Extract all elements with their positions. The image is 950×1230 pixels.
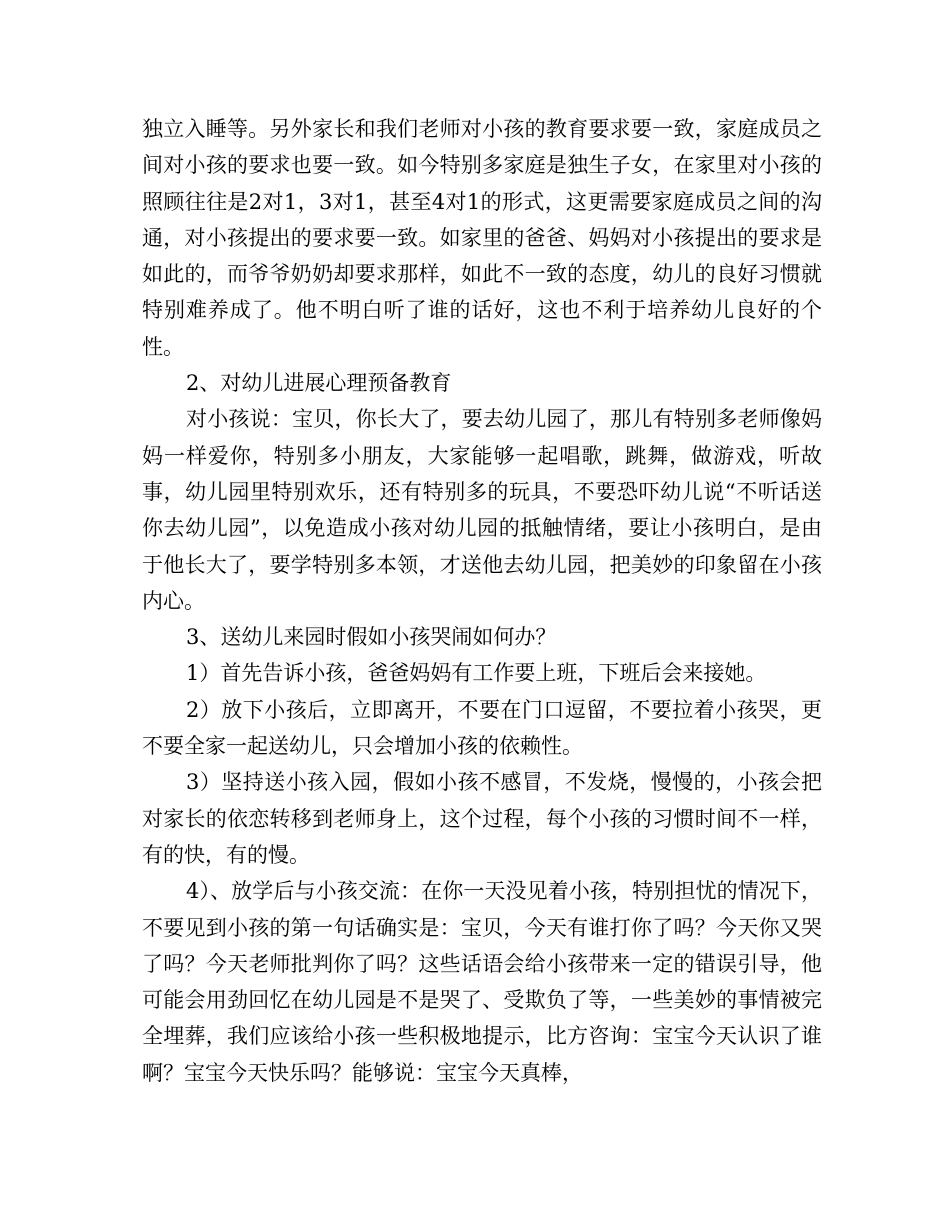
list-item-2: 2）放下小孩后，立即离开，不要在门口逗留，不要拉着小孩哭，更不要全家一起送幼儿，只会增加小孩的依赖性。 bbox=[142, 697, 822, 759]
document-body bbox=[142, 111, 822, 1091]
paragraph-1: 独立入睡等。另外家长和我们老师对小孩的教育要求要一致，家庭成员之间对小孩的要求也要一致。如今特别多家庭是独生子女，在家里对小孩的照顾往往是2对1，3对1，甚至4对1的形式，这更需要家庭成员之间的沟通，对小孩提出的要求要一致。如家里的爸爸、妈妈对小孩提出的要求是如此的，而爷爷奶奶却要求那样，如此不一致的态度，幼儿的良好习惯就特别难养成了。他不明白听了谁的话好，这也不利于培养幼儿良好的个性。 bbox=[142, 117, 822, 359]
list-item-4: 4）、放学后与小孩交流：在你一天没见着小孩，特别担忧的情况下，不要见到小孩的第一句话确实是：宝贝，今天有谁打你了吗？今天你又哭了吗？今天老师批判你了吗？这些话语会给小孩带来一定的错误引导，他可能会用劲回忆在幼儿园是不是哭了、受欺负了等，一些美妙的事情被完全埋葬，我们应该给小孩一些积极地提示，比方咨询：宝宝今天认识了谁啊？宝宝今天快乐吗？能够说：宝宝今天真棒， bbox=[142, 879, 822, 1085]
paragraph-3: 对小孩说：宝贝，你长大了，要去幼儿园了，那儿有特别多老师像妈妈一样爱你，特别多小朋友，大家能够一起唱歌，跳舞，做游戏，听故事，幼儿园里特别欢乐，还有特别多的玩具，不要恐吓幼儿说“不听话送你去幼儿园”，以免造成小孩对幼儿园的抵触情绪，要让小孩明白，是由于他长大了，要学特别多本领，才送他去幼儿园，把美妙的印象留在小孩内心。 bbox=[142, 407, 822, 613]
list-item-3: 3）坚持送小孩入园，假如小孩不感冒，不发烧，慢慢的，小孩会把对家长的依恋转移到老师身上，这个过程，每个小孩的习惯时间不一样，有的快，有的慢。 bbox=[142, 770, 822, 867]
section-heading-2: 2、对幼儿进展心理预备教育 bbox=[186, 371, 452, 396]
list-item-1: 1）首先告诉小孩，爸爸妈妈有工作要上班，下班后会来接她。 bbox=[186, 661, 767, 686]
section-heading-3: 3、送幼儿来园时假如小孩哭闹如何办？ bbox=[186, 625, 557, 650]
